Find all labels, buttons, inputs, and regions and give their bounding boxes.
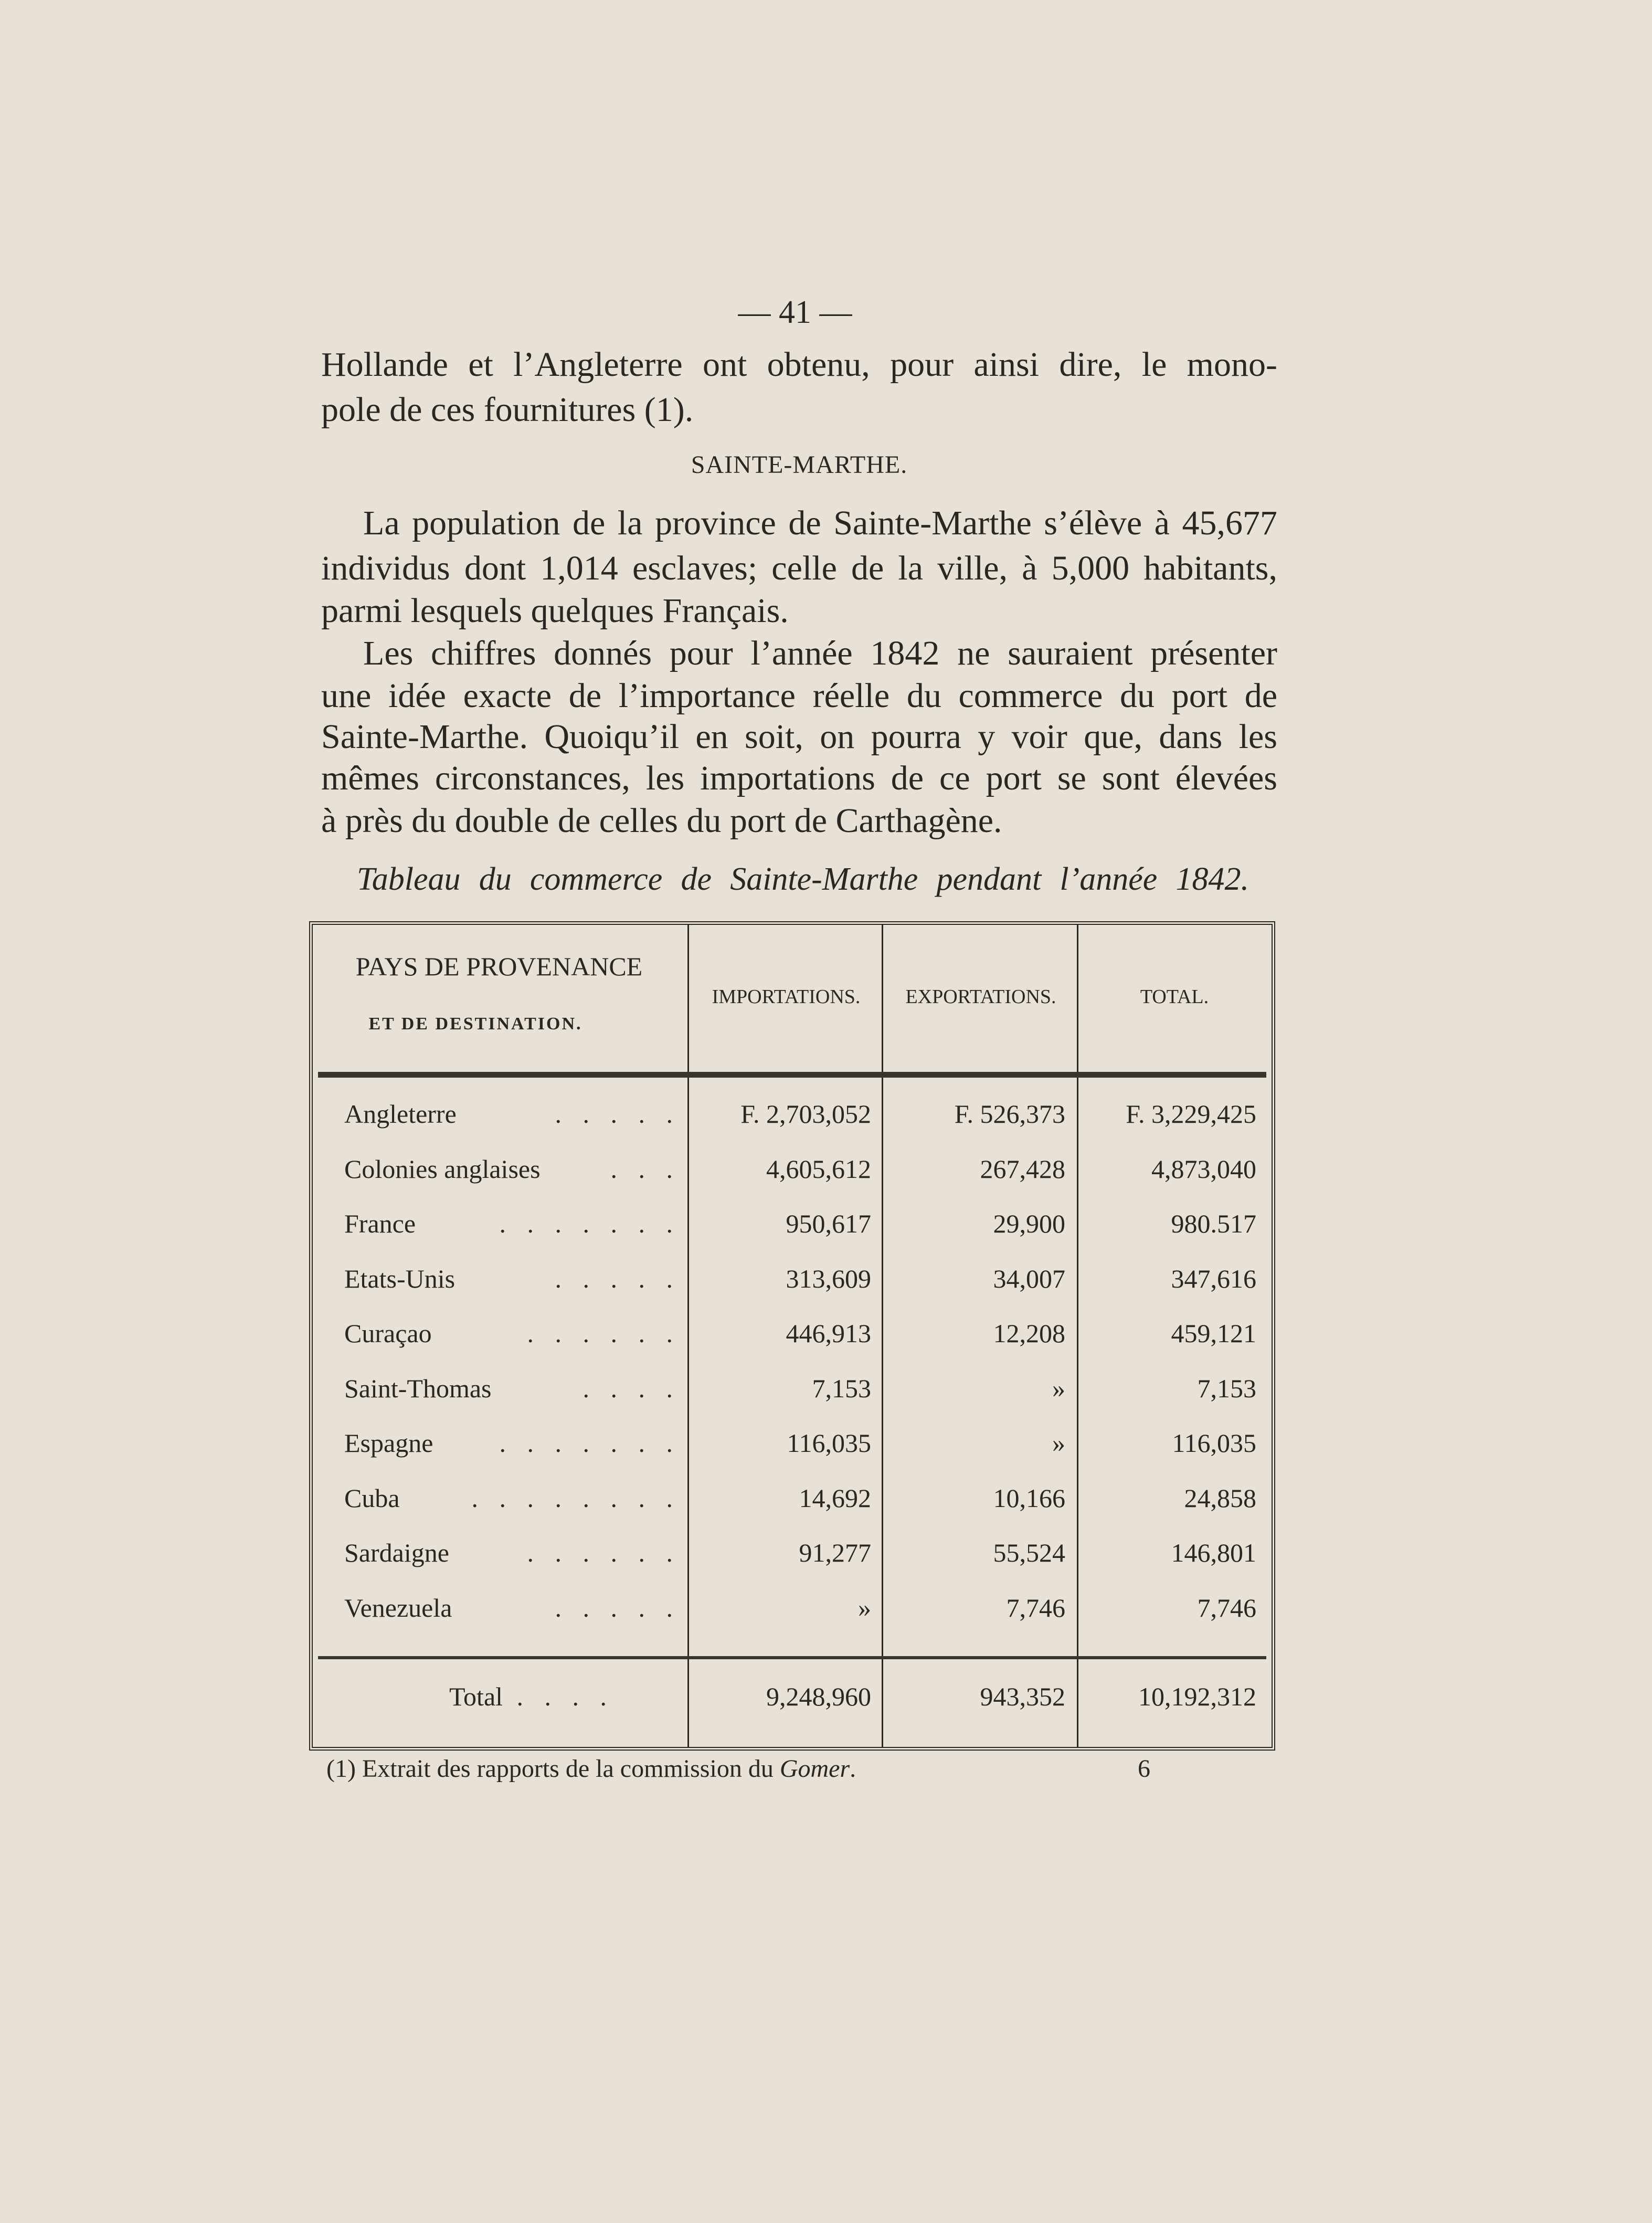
country-name: Cuba xyxy=(344,1483,400,1513)
row-country xyxy=(344,1208,680,1239)
leader-dots: . . . . . xyxy=(555,1593,680,1623)
total-imports: 9,248,960 xyxy=(766,1682,871,1711)
row-imports: 116,035 xyxy=(787,1428,871,1458)
country-name: France xyxy=(344,1209,416,1238)
leader-dots: . . . . . . . xyxy=(499,1428,680,1458)
row-country xyxy=(344,1153,680,1185)
row-imports: 4,605,612 xyxy=(766,1154,871,1184)
column-divider xyxy=(1077,925,1078,1747)
leader-dots: . . . . . xyxy=(555,1263,680,1293)
intro-line: Hollande et l’Angleterre ont obtenu, pour ainsi dire, le mono- xyxy=(321,345,1277,384)
country-name: Espagne xyxy=(344,1428,433,1458)
page-number: — 41 — xyxy=(738,294,852,330)
row-total: 146,801 xyxy=(1171,1538,1256,1567)
row-exports: F. 526,373 xyxy=(954,1099,1065,1129)
paragraph-line: Les chiffres donnés pour l’année 1842 ne sauraient présenter xyxy=(363,634,1277,672)
country-name: Angleterre xyxy=(344,1099,457,1129)
row-exports: 12,208 xyxy=(993,1319,1065,1348)
row-exports: 267,428 xyxy=(980,1154,1065,1184)
country-name: Sardaigne xyxy=(344,1538,449,1567)
row-imports: » xyxy=(858,1593,871,1623)
row-total: 24,858 xyxy=(1184,1483,1256,1513)
row-imports: 950,617 xyxy=(786,1209,871,1238)
total-label: Total . . . . xyxy=(449,1682,615,1711)
country-name: Curaçao xyxy=(344,1319,432,1348)
row-imports: 91,277 xyxy=(799,1538,871,1567)
paragraph-line: Sainte-Marthe. Quoiqu’il en soit, on pourra y voir que, dans les xyxy=(321,718,1277,756)
row-total: 4,873,040 xyxy=(1151,1154,1256,1184)
row-country xyxy=(344,1592,680,1624)
header-total: TOTAL. xyxy=(1140,986,1209,1008)
header-rule xyxy=(318,1072,1266,1078)
row-total: F. 3,229,425 xyxy=(1126,1099,1256,1129)
country-name: Saint-Thomas xyxy=(344,1373,492,1403)
row-imports: 7,153 xyxy=(812,1373,871,1403)
row-total: 347,616 xyxy=(1171,1263,1256,1293)
header-imports: IMPORTATIONS. xyxy=(712,986,861,1008)
paragraph-line: à près du double de celles du port de Carthagène. xyxy=(321,802,1002,840)
leader-dots: . . . . . . xyxy=(527,1319,680,1348)
row-country xyxy=(344,1482,680,1514)
signature-mark: 6 xyxy=(1138,1755,1150,1783)
total-rule xyxy=(318,1656,1266,1659)
leader-dots: . . . . xyxy=(583,1373,680,1403)
paragraph-line: une idée exacte de l’importance réelle du commerce du port de xyxy=(321,677,1277,715)
leader-dots: . . . . . . . . xyxy=(471,1483,680,1513)
section-heading: SAINTE-MARTHE. xyxy=(691,451,908,479)
leader-dots: . . . . . . . xyxy=(499,1209,680,1238)
paragraph-line: individus dont 1,014 esclaves; celle de la ville, à 5,000 habitants, xyxy=(321,549,1277,587)
header-country-line1: PAYS DE PROVENANCE xyxy=(355,952,643,981)
row-imports: F. 2,703,052 xyxy=(740,1099,871,1129)
row-country xyxy=(344,1098,680,1130)
country-name: Venezuela xyxy=(344,1593,452,1623)
paragraph-line: mêmes circonstances, les importations de ce port se sont élevées xyxy=(321,759,1277,797)
footnote: (1) Extrait des rapports de la commission du Gomer. xyxy=(326,1755,856,1783)
column-divider xyxy=(687,925,689,1747)
row-total: 7,153 xyxy=(1197,1373,1256,1403)
leader-dots: . . . . . xyxy=(555,1099,680,1129)
column-divider xyxy=(882,925,883,1747)
header-country-line2: ET DE DESTINATION. xyxy=(368,1014,583,1034)
row-exports: 10,166 xyxy=(993,1483,1065,1513)
row-country xyxy=(344,1263,680,1294)
row-total: 459,121 xyxy=(1171,1319,1256,1348)
row-exports: » xyxy=(1052,1373,1065,1403)
total-total: 10,192,312 xyxy=(1138,1682,1256,1711)
row-country xyxy=(344,1427,680,1459)
row-total: 116,035 xyxy=(1172,1428,1256,1458)
row-exports: » xyxy=(1052,1428,1065,1458)
row-exports: 29,900 xyxy=(993,1209,1065,1238)
country-name: Colonies anglaises xyxy=(344,1154,541,1184)
row-country xyxy=(344,1318,680,1349)
header-exports: EXPORTATIONS. xyxy=(905,986,1056,1008)
intro-line: pole de ces fournitures (1). xyxy=(321,391,694,429)
row-country xyxy=(344,1373,680,1404)
paragraph-line: parmi lesquels quelques Français. xyxy=(321,592,789,630)
row-imports: 446,913 xyxy=(786,1319,871,1348)
row-exports: 34,007 xyxy=(993,1263,1065,1293)
paragraph-line: La population de la province de Sainte-Marthe s’élève à 45,677 xyxy=(363,504,1277,542)
commerce-table xyxy=(309,921,1275,1751)
row-imports: 313,609 xyxy=(786,1263,871,1293)
row-exports: 55,524 xyxy=(993,1538,1065,1567)
leader-dots: . . . xyxy=(610,1154,680,1184)
total-exports: 943,352 xyxy=(980,1682,1065,1711)
table-caption: Tableau du commerce de Sainte-Marthe pendant l’année 1842. xyxy=(357,861,1249,897)
leader-dots: . . . . . . xyxy=(527,1538,680,1567)
row-imports: 14,692 xyxy=(799,1483,871,1513)
row-exports: 7,746 xyxy=(1006,1593,1065,1623)
row-country xyxy=(344,1537,680,1568)
row-total: 7,746 xyxy=(1197,1593,1256,1623)
country-name: Etats-Unis xyxy=(344,1263,456,1293)
row-total: 980.517 xyxy=(1171,1209,1256,1238)
